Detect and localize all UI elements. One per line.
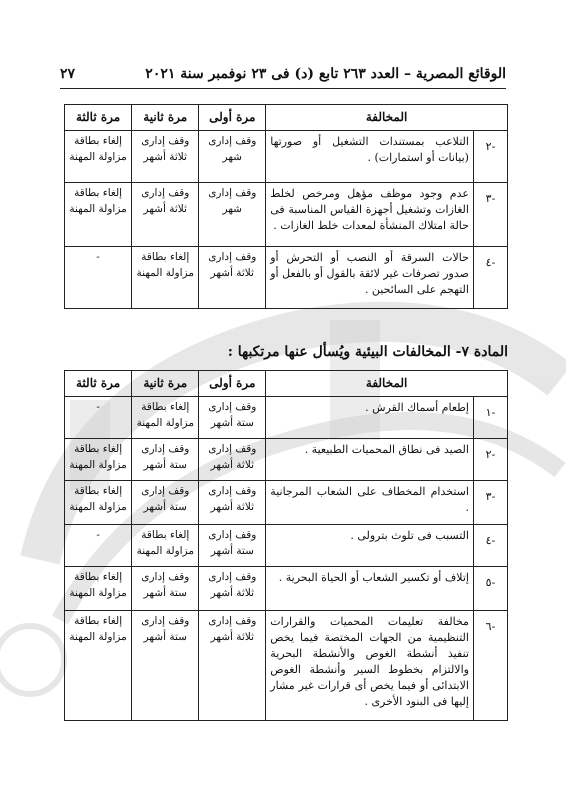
violation-text: إطعام أسماك القرش .: [266, 397, 474, 439]
second-penalty: وقف إدارى ستة أشهر: [132, 439, 199, 481]
second-penalty: إلغاء بطاقة مزاولة المهنة: [132, 525, 199, 567]
col-second-time: مرة ثانية: [132, 105, 199, 131]
third-penalty: إلغاء بطاقة مزاولة المهنة: [65, 183, 132, 247]
row-number: -٢: [473, 439, 507, 481]
third-penalty: -: [65, 397, 132, 439]
third-penalty: إلغاء بطاقة مزاولة المهنة: [65, 439, 132, 481]
row-number: -٣: [473, 481, 507, 525]
table-header-row: [65, 105, 508, 131]
gazette-title: الوقائع المصرية – العدد ٢٦٣ تابع (د) فى ٢٣ نوفمبر سنة ٢٠٢١: [145, 66, 506, 82]
table-header-row: [65, 371, 508, 397]
row-number: -٢: [473, 131, 507, 183]
violation-text: الصيد فى نطاق المحميات الطبيعية .: [266, 439, 474, 481]
table-row: [65, 481, 508, 525]
violations-table-2: [64, 370, 508, 721]
col-third-time: مرة ثالثة: [65, 105, 132, 131]
row-number: -١: [473, 397, 507, 439]
second-penalty: وقف إدارى ستة أشهر: [132, 611, 199, 721]
violation-text: مخالفة تعليمات المحميات والقرارات التنظيمية من الجهات المختصة فيما يخص تنفيذ أنشطة الغوص والأنشطة البحرية والالتزام بخطوط السير وأنشطة الغوص الابتدائى أو فيما يخص أى قرارات غير مشار إليها فى البنود الأخرى .: [266, 611, 474, 721]
table-row: [65, 611, 508, 721]
third-penalty: إلغاء بطاقة مزاولة المهنة: [65, 481, 132, 525]
third-penalty: -: [65, 525, 132, 567]
first-penalty: وقف إدارى شهر: [199, 183, 266, 247]
first-penalty: وقف إدارى ثلاثة أشهر: [199, 611, 266, 721]
second-penalty: إلغاء بطاقة مزاولة المهنة: [132, 397, 199, 439]
violation-text: إتلاف أو تكسير الشعاب أو الحياة البحرية .: [266, 567, 474, 611]
first-penalty: وقف إدارى ثلاثة أشهر: [199, 481, 266, 525]
table-row: [65, 439, 508, 481]
col-second-time: مرة ثانية: [132, 371, 199, 397]
second-penalty: إلغاء بطاقة مزاولة المهنة: [132, 247, 199, 309]
first-penalty: وقف إدارى ثلاثة أشهر: [199, 439, 266, 481]
col-first-time: مرة أولى: [199, 371, 266, 397]
violation-text: استخدام المخطاف على الشعاب المرجانية .: [266, 481, 474, 525]
second-penalty: وقف إدارى ثلاثة أشهر: [132, 183, 199, 247]
table-row: [65, 525, 508, 567]
violation-text: عدم وجود موظف مؤهل ومرخص لخلط الغازات وتشغيل أجهزة القياس المناسبة فى حالة امتلاك المنشأة لمعدات خلط الغازات .: [266, 183, 474, 247]
third-penalty: إلغاء بطاقة مزاولة المهنة: [65, 611, 132, 721]
violation-text: التلاعب بمستندات التشغيل أو صورتها (بيانات أو استمارات) .: [266, 131, 474, 183]
third-penalty: -: [65, 247, 132, 309]
table-row: [65, 567, 508, 611]
third-penalty: إلغاء بطاقة مزاولة المهنة: [65, 567, 132, 611]
col-first-time: مرة أولى: [199, 105, 266, 131]
article-heading: المادة ٧- المخالفات البيئية ويُسأل عنها مرتكبها :: [227, 344, 508, 360]
violation-text: حالات السرقة أو النصب أو التحرش أو صدور تصرفات غير لائقة بالقول أو بالفعل أو التهجم على السائحين .: [266, 247, 474, 309]
page-number: ٢٧: [60, 66, 76, 82]
first-penalty: وقف إدارى ثلاثة أشهر: [199, 247, 266, 309]
row-number: -٤: [473, 525, 507, 567]
first-penalty: وقف إدارى شهر: [199, 131, 266, 183]
first-penalty: وقف إدارى ستة أشهر: [199, 525, 266, 567]
row-number: -٥: [473, 567, 507, 611]
col-violation: المخالفة: [266, 371, 508, 397]
col-violation: المخالفة: [266, 105, 508, 131]
row-number: -٣: [473, 183, 507, 247]
row-number: -٦: [473, 611, 507, 721]
violation-text: التسبب فى تلوث بترولى .: [266, 525, 474, 567]
first-penalty: وقف إدارى ثلاثة أشهر: [199, 567, 266, 611]
second-penalty: وقف إدارى ستة أشهر: [132, 481, 199, 525]
second-penalty: وقف إدارى ستة أشهر: [132, 567, 199, 611]
table-row: [65, 247, 508, 309]
row-number: -٤: [473, 247, 507, 309]
page-header: [60, 66, 506, 89]
third-penalty: إلغاء بطاقة مزاولة المهنة: [65, 131, 132, 183]
second-penalty: وقف إدارى ثلاثة أشهر: [132, 131, 199, 183]
first-penalty: وقف إدارى ستة أشهر: [199, 397, 266, 439]
table-row: [65, 131, 508, 183]
table-row: [65, 183, 508, 247]
col-third-time: مرة ثالثة: [65, 371, 132, 397]
violations-table-1: [64, 104, 508, 309]
table-row: [65, 397, 508, 439]
